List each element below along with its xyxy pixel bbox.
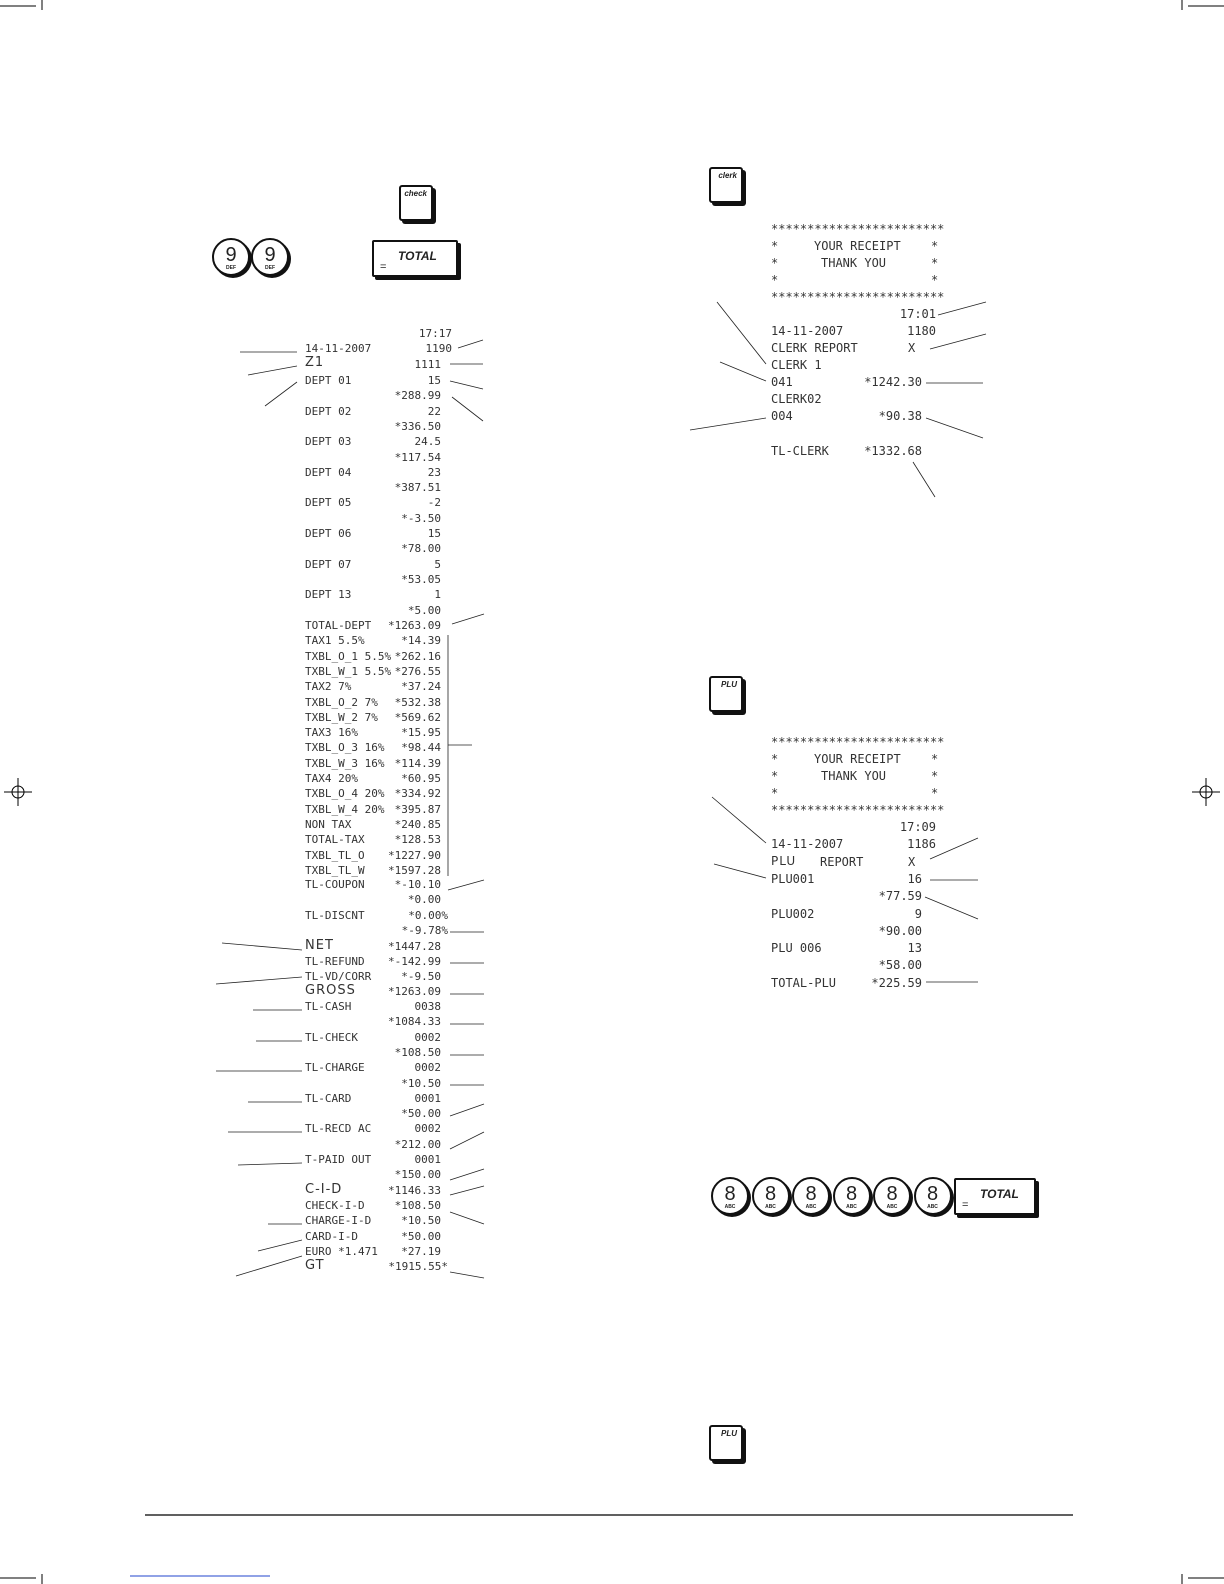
tax-row-value: *114.39 — [394, 756, 441, 770]
recdac-count: 0002 — [414, 1122, 441, 1136]
digit: 9 — [225, 244, 237, 266]
digit-sub: DEF — [265, 265, 275, 271]
tax-row-label: TXBL_W_3 16% — [305, 756, 385, 770]
digit: 8 — [926, 1183, 939, 1205]
tax-row-label: TXBL_W_4 20% — [305, 802, 385, 816]
plu-number: 1186 — [907, 837, 936, 851]
clerk-title: CLERK REPORT — [771, 341, 858, 355]
coupon-value-2: *0.00 — [407, 893, 441, 906]
chargeid-value: *10.50 — [401, 1214, 441, 1228]
digit: 8 — [886, 1183, 898, 1205]
charge-label: TL-CHARGE — [305, 1061, 365, 1075]
coupon-value: *-10.10 — [394, 878, 441, 891]
digit: 8 — [805, 1183, 817, 1205]
clerk-h3-left: * — [771, 273, 779, 287]
clerk-1-count: 041 — [771, 375, 793, 389]
tax-row-label: TXBL_TL_O — [305, 848, 365, 862]
tax-row-value: *1597.28 — [388, 863, 441, 877]
clerk-time: 17:01 — [899, 307, 936, 321]
plu-key-label: PLU — [721, 1429, 737, 1438]
z-label: Z1 — [305, 355, 325, 370]
digit-sub: ABC — [886, 1204, 898, 1210]
grand-total-value: *1915.55* — [388, 1260, 448, 1273]
check-label: TL-CHECK — [305, 1030, 358, 1044]
tax-row-label: TXBL_W_1 5.5% — [305, 664, 392, 678]
tax-row-value: *60.95 — [401, 772, 441, 785]
dept-name: DEPT 01 — [305, 374, 352, 387]
tax-row-label: TXBL_W_2 7% — [305, 710, 378, 724]
clerk-h1-left: * — [771, 239, 779, 253]
equals-sign: = — [380, 261, 387, 273]
z-counter: 1111 — [414, 358, 441, 371]
check-value: *108.50 — [394, 1045, 441, 1059]
tax-row-value: *14.39 — [401, 634, 441, 648]
tax-row-value: *128.53 — [394, 833, 441, 847]
z-time: 17:17 — [418, 327, 452, 340]
cash-in-drawer-label: C-I-D — [305, 1182, 343, 1197]
charge-count: 0002 — [414, 1061, 441, 1075]
plu-stars-top: ************************ — [771, 735, 945, 749]
cash-label: TL-CASH — [305, 1000, 352, 1013]
tax-row-label: NON TAX — [305, 817, 352, 831]
clerk-stars-top: ************************ — [771, 222, 945, 236]
plu-header-receipt: YOUR RECEIPT — [814, 752, 901, 766]
plu-h1-left: * — [771, 752, 779, 766]
chargeid-label: CHARGE-I-D — [305, 1214, 372, 1228]
total-dept-label: TOTAL-DEPT — [305, 619, 372, 632]
tax-row-value: *569.62 — [394, 710, 441, 724]
clerk-2-count: 004 — [771, 409, 793, 423]
plu-h3-left: * — [771, 786, 779, 800]
dept-qty: 1 — [434, 588, 441, 602]
charge-value: *10.50 — [401, 1076, 441, 1090]
clerk-2-value: *90.38 — [878, 409, 922, 423]
x-mark: X — [908, 341, 916, 355]
checkid-value: *108.50 — [394, 1199, 441, 1212]
tax-row-value: *395.87 — [394, 802, 441, 816]
paidout-value: *150.00 — [394, 1168, 441, 1182]
dept-amount: *117.54 — [394, 450, 441, 464]
tax-row-label: TAX2 7% — [305, 680, 352, 694]
dept-qty: -2 — [427, 496, 441, 510]
dept-qty: 15 — [427, 527, 441, 540]
paidout-label: T-PAID OUT — [305, 1153, 372, 1166]
digit: 8 — [764, 1183, 777, 1205]
z-date: 14-11-2007 — [305, 342, 372, 355]
plu-h2-left: * — [771, 769, 779, 783]
recdac-label: TL-RECD AC — [305, 1122, 372, 1136]
cardid-label: CARD-I-D — [305, 1229, 358, 1243]
tax-row-label: TOTAL-TAX — [305, 833, 365, 847]
total-key-label: TOTAL — [398, 249, 437, 263]
void-correction-label: TL-VD/CORR — [305, 970, 372, 983]
plu-date: 14-11-2007 — [771, 837, 844, 851]
dept-qty: 5 — [434, 557, 441, 571]
plu-item-name: PLU 006 — [771, 941, 822, 955]
card-count: 0001 — [414, 1091, 441, 1105]
net-label: NET — [305, 938, 334, 953]
tax-row-value: *334.92 — [394, 787, 441, 801]
discount-label: TL-DISCNT — [305, 909, 365, 922]
paidout-count: 0001 — [414, 1153, 441, 1166]
tax-row-value: *240.85 — [394, 817, 441, 831]
cash-in-drawer-value: *1146.33 — [388, 1184, 441, 1197]
card-value: *50.00 — [401, 1107, 441, 1121]
dept-qty: 23 — [427, 465, 441, 479]
euro-label: EURO *1.471 — [305, 1244, 378, 1258]
total-plu-value: *225.59 — [871, 976, 922, 990]
digit: 9 — [264, 244, 276, 266]
plu-h3-right: * — [931, 786, 939, 800]
tax-row-value: *532.38 — [394, 695, 441, 709]
check-key-label: check — [404, 189, 427, 198]
digit: 8 — [724, 1183, 736, 1205]
plu-item-amount: *77.59 — [878, 889, 922, 903]
plu-stars-bottom: ************************ — [771, 803, 945, 817]
clerk-stars-bottom: ************************ — [771, 290, 945, 304]
tax-row-value: *37.24 — [401, 680, 441, 694]
plu-h1-right: * — [931, 752, 939, 766]
plu-item-amount: *58.00 — [878, 958, 922, 972]
cash-count: 0038 — [414, 1000, 441, 1013]
dept-name: DEPT 05 — [305, 496, 352, 510]
net-value: *1447.28 — [388, 940, 441, 953]
plu-item-amount: *90.00 — [878, 923, 922, 938]
dept-qty: 24.5 — [414, 435, 441, 449]
dept-amount: *5.00 — [407, 603, 441, 617]
tl-clerk-label: TL-CLERK — [771, 444, 829, 458]
clerk-2-name: CLERK02 — [771, 392, 822, 406]
dept-qty: 22 — [427, 404, 441, 418]
tax-row-value: *1227.90 — [388, 848, 441, 862]
discount-value: *0.00% — [408, 909, 448, 922]
plu-time: 17:09 — [899, 820, 936, 834]
recdac-value: *212.00 — [394, 1137, 441, 1151]
dept-name: DEPT 03 — [305, 435, 352, 449]
refund-label: TL-REFUND — [305, 955, 365, 968]
plu-header-thanks: THANK YOU — [821, 769, 887, 783]
digit-sub: ABC — [765, 1204, 776, 1210]
tax-row-label: TXBL_O_2 7% — [305, 695, 378, 709]
tax-row-label: TXBL_TL_W — [305, 863, 365, 877]
dept-qty: 15 — [427, 374, 441, 387]
check-count: 0002 — [414, 1030, 441, 1044]
plu-item-qty: 13 — [907, 941, 922, 955]
dept-name: DEPT 02 — [305, 404, 352, 418]
cardid-value: *50.00 — [401, 1229, 441, 1243]
dept-amount: *78.00 — [401, 542, 441, 556]
clerk-h3-right: * — [931, 273, 939, 287]
digit-sub: DEF — [226, 265, 236, 271]
plu-title-rest: REPORT — [820, 855, 864, 869]
discount-value-2: *-9.78% — [401, 924, 448, 937]
tax-row-label: TXBL_O_1 5.5% — [305, 649, 392, 663]
dept-amount: *288.99 — [394, 389, 441, 403]
plu-item-qty: 9 — [914, 906, 922, 921]
equals-sign: = — [962, 1199, 969, 1211]
plu-item-name: PLU002 — [771, 906, 815, 921]
euro-value: *27.19 — [401, 1244, 441, 1258]
plu-title-big: PLU — [771, 854, 797, 868]
clerk-header-receipt: YOUR RECEIPT — [814, 239, 901, 253]
dept-name: DEPT 04 — [305, 465, 352, 479]
clerk-h2-right: * — [931, 256, 939, 270]
tax-row-value: *15.95 — [401, 726, 441, 740]
clerk-key-label: clerk — [718, 171, 737, 180]
tax-row-label: TAX1 5.5% — [305, 634, 365, 648]
plu-item-qty: 16 — [907, 872, 922, 886]
dept-amount: *336.50 — [394, 419, 441, 433]
total-plu-label: TOTAL-PLU — [771, 976, 837, 990]
checkid-label: CHECK-I-D — [305, 1199, 365, 1212]
clerk-header-thanks: THANK YOU — [821, 256, 887, 270]
clerk-h2-left: * — [771, 256, 779, 270]
coupon-label: TL-COUPON — [305, 878, 365, 891]
tax-row-label: TAX4 20% — [305, 772, 358, 785]
clerk-h1-right: * — [931, 239, 939, 253]
x-mark: X — [908, 855, 916, 869]
gross-value: *1263.09 — [388, 985, 441, 998]
clerk-1-value: *1242.30 — [864, 375, 922, 389]
plu-key-label: PLU — [721, 680, 737, 689]
digit-sub: ABC — [846, 1204, 857, 1210]
dept-name: DEPT 07 — [305, 557, 352, 571]
tax-row-value: *262.16 — [394, 649, 441, 663]
tax-row-label: TXBL_O_3 16% — [305, 741, 385, 755]
z-number: 1190 — [425, 342, 452, 355]
grand-total-label: GT — [305, 1258, 325, 1273]
tl-clerk-value: *1332.68 — [864, 444, 922, 458]
plu-item-name: PLU001 — [771, 872, 815, 886]
void-correction-value: *-9.50 — [401, 970, 441, 983]
clerk-date: 14-11-2007 — [771, 324, 844, 338]
digit-sub: ABC — [927, 1204, 938, 1210]
tax-row-value: *276.55 — [394, 664, 441, 678]
clerk-1-name: CLERK 1 — [771, 358, 822, 372]
tax-row-value: *98.44 — [401, 741, 441, 755]
card-label: TL-CARD — [305, 1091, 352, 1105]
dept-amount: *387.51 — [394, 481, 441, 495]
tax-row-label: TXBL_O_4 20% — [305, 787, 385, 801]
total-dept-value: *1263.09 — [388, 619, 441, 632]
refund-value: *-142.99 — [388, 955, 441, 968]
digit-sub: ABC — [805, 1204, 817, 1210]
digit: 8 — [845, 1183, 858, 1205]
gross-label: GROSS — [305, 983, 356, 998]
clerk-number: 1180 — [907, 324, 936, 338]
cash-value: *1084.33 — [388, 1015, 441, 1029]
digit-sub: ABC — [724, 1204, 736, 1210]
dept-amount: *53.05 — [401, 572, 441, 586]
tax-row-label: TAX3 16% — [305, 726, 358, 740]
plu-h2-right: * — [931, 769, 939, 783]
dept-amount: *-3.50 — [401, 511, 441, 525]
dept-name: DEPT 13 — [305, 588, 352, 602]
total-key-label: TOTAL — [980, 1187, 1019, 1201]
dept-name: DEPT 06 — [305, 527, 352, 540]
